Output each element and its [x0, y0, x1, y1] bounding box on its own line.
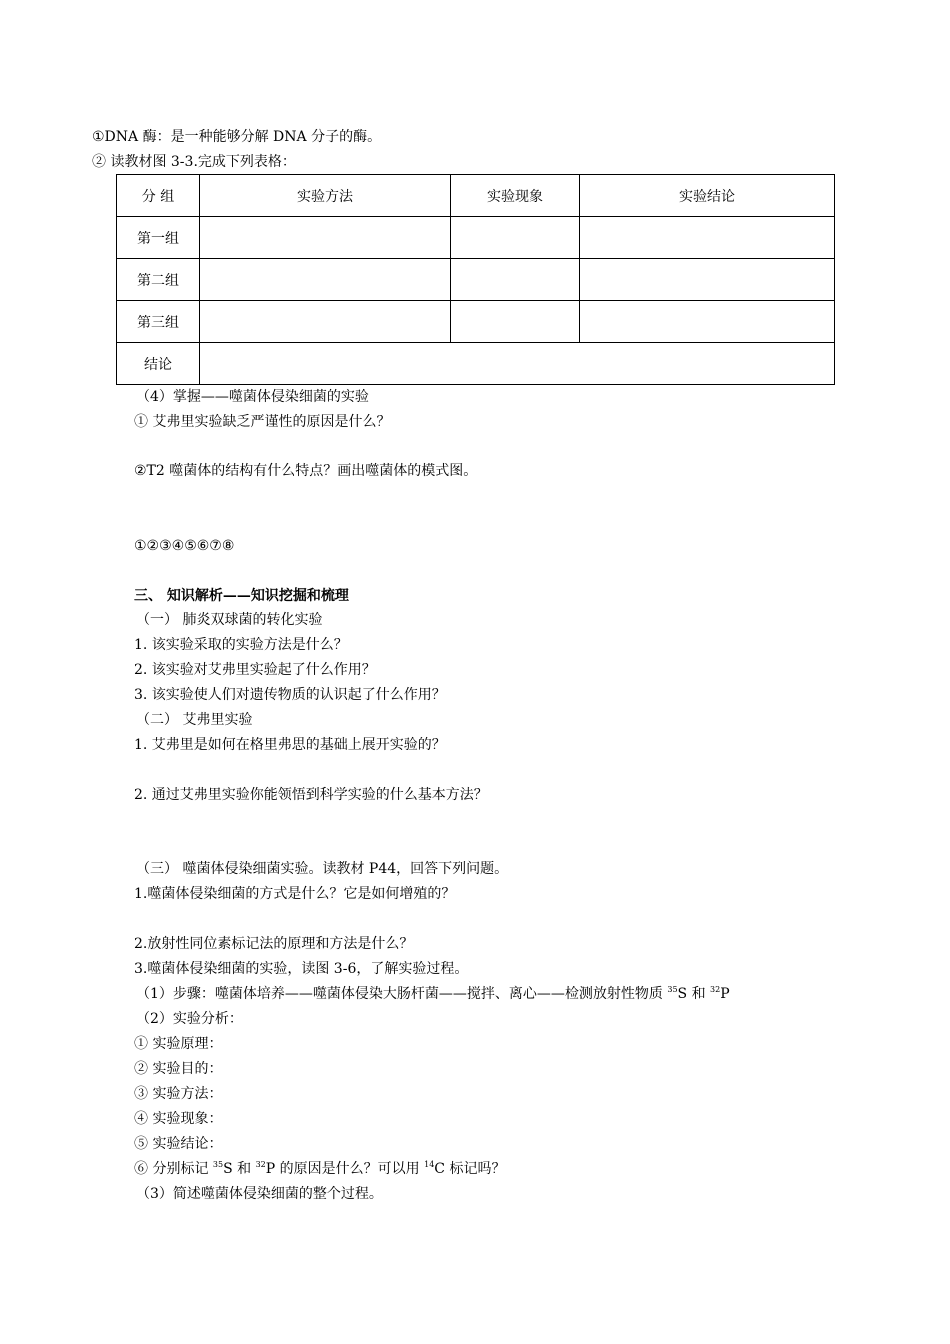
- s3-step-2: （2）实验分析：: [136, 1011, 243, 1027]
- a6-s-mass: 35: [212, 1160, 224, 1169]
- section4-question-2: ②T2 噬菌体的结构有什么特点？画出噬菌体的模式图。: [134, 463, 478, 479]
- table-conclusion-cell[interactable]: [200, 343, 835, 385]
- table-row-label: 第二组: [117, 259, 200, 301]
- table-header-group: 分 组: [117, 175, 200, 217]
- analysis-method: ③ 实验方法：: [134, 1086, 223, 1102]
- table-header-row: [117, 175, 835, 217]
- s3-title: （三） 噬菌体侵染细菌实验。读教材 P44，回答下列问题。: [136, 861, 509, 877]
- s2-question-1: 1. 艾弗里是如何在格里弗思的基础上展开实验的？: [134, 737, 446, 753]
- table-row: [117, 259, 835, 301]
- step1-s-text: S 和: [677, 986, 711, 1002]
- table-header-phenomenon: 实验现象: [451, 175, 580, 217]
- table-row-label: 第一组: [117, 217, 200, 259]
- table-cell-method[interactable]: [200, 301, 451, 343]
- s1-title: （一） 肺炎双球菌的转化实验: [136, 612, 323, 628]
- step1-text: （1）步骤：噬菌体培养——噬菌体侵染大肠杆菌——搅拌、离心——检测放射性物质: [136, 986, 668, 1002]
- analysis-phenomenon: ④ 实验现象：: [134, 1111, 223, 1127]
- table-cell-method[interactable]: [200, 217, 451, 259]
- s3-question-1: 1.噬菌体侵染细菌的方式是什么？它是如何增殖的？: [134, 886, 456, 902]
- step1-p-text: P: [720, 986, 730, 1002]
- table-conclusion-label: 结论: [117, 343, 200, 385]
- s3-question-3: 3.噬菌体侵染细菌的实验，读图 3-6，了解实验过程。: [134, 961, 469, 977]
- a6-s-text: S 和: [223, 1161, 256, 1177]
- table-cell-conclusion[interactable]: [580, 217, 835, 259]
- section4-question-1: ① 艾弗里实验缺乏严谨性的原因是什么？: [134, 414, 391, 430]
- experiment-table: [116, 174, 835, 385]
- table-cell-conclusion[interactable]: [580, 301, 835, 343]
- a6-p-text: P 的原因是什么？可以用: [265, 1161, 425, 1177]
- a6-c-text: C 标记吗？: [434, 1161, 506, 1177]
- a6-text: ⑥ 分别标记: [134, 1161, 213, 1177]
- table-header-method: 实验方法: [200, 175, 451, 217]
- step1-p-mass: 32: [710, 985, 721, 994]
- section4-title: （4）掌握——噬菌体侵染细菌的实验: [136, 389, 369, 405]
- table-conclusion-row: [117, 343, 835, 385]
- part3-heading: 三、 知识解析——知识挖掘和梳理: [134, 588, 349, 604]
- analysis-labeling-question: [134, 1160, 505, 1178]
- s1-question-3: 3. 该实验使人们对遗传物质的认识起了什么作用？: [134, 687, 446, 703]
- table-cell-method[interactable]: [200, 259, 451, 301]
- s1-question-2: 2. 该实验对艾弗里实验起了什么作用？: [134, 662, 376, 678]
- s3-step-1: [136, 985, 730, 1003]
- analysis-principle: ① 实验原理：: [134, 1036, 223, 1052]
- s3-step-3: （3）简述噬菌体侵染细菌的整个过程。: [136, 1186, 383, 1202]
- step1-s-mass: 35: [667, 985, 678, 994]
- table-header-conclusion: 实验结论: [580, 175, 835, 217]
- s2-title: （二） 艾弗里实验: [136, 712, 253, 728]
- table-row: [117, 301, 835, 343]
- table-row: [117, 217, 835, 259]
- analysis-conclusion: ⑤ 实验结论：: [134, 1136, 223, 1152]
- intro-line-dnase: ①DNA 酶：是一种能够分解 DNA 分子的酶。: [92, 129, 382, 145]
- table-cell-conclusion[interactable]: [580, 259, 835, 301]
- s2-question-2: 2. 通过艾弗里实验你能领悟到科学实验的什么基本方法？: [134, 787, 488, 803]
- table-cell-phenomenon[interactable]: [451, 217, 580, 259]
- circled-numbers: ①②③④⑤⑥⑦⑧: [134, 538, 235, 554]
- s1-question-1: 1. 该实验采取的实验方法是什么？: [134, 637, 348, 653]
- analysis-purpose: ② 实验目的：: [134, 1061, 223, 1077]
- s3-question-2: 2.放射性同位素标记法的原理和方法是什么？: [134, 936, 414, 952]
- table-cell-phenomenon[interactable]: [451, 301, 580, 343]
- table-cell-phenomenon[interactable]: [451, 259, 580, 301]
- a6-c-mass: 14: [424, 1160, 435, 1169]
- table-row-label: 第三组: [117, 301, 200, 343]
- intro-line-table-instruction: ② 读教材图 3-3.完成下列表格：: [92, 154, 296, 170]
- a6-p-mass: 32: [255, 1160, 266, 1169]
